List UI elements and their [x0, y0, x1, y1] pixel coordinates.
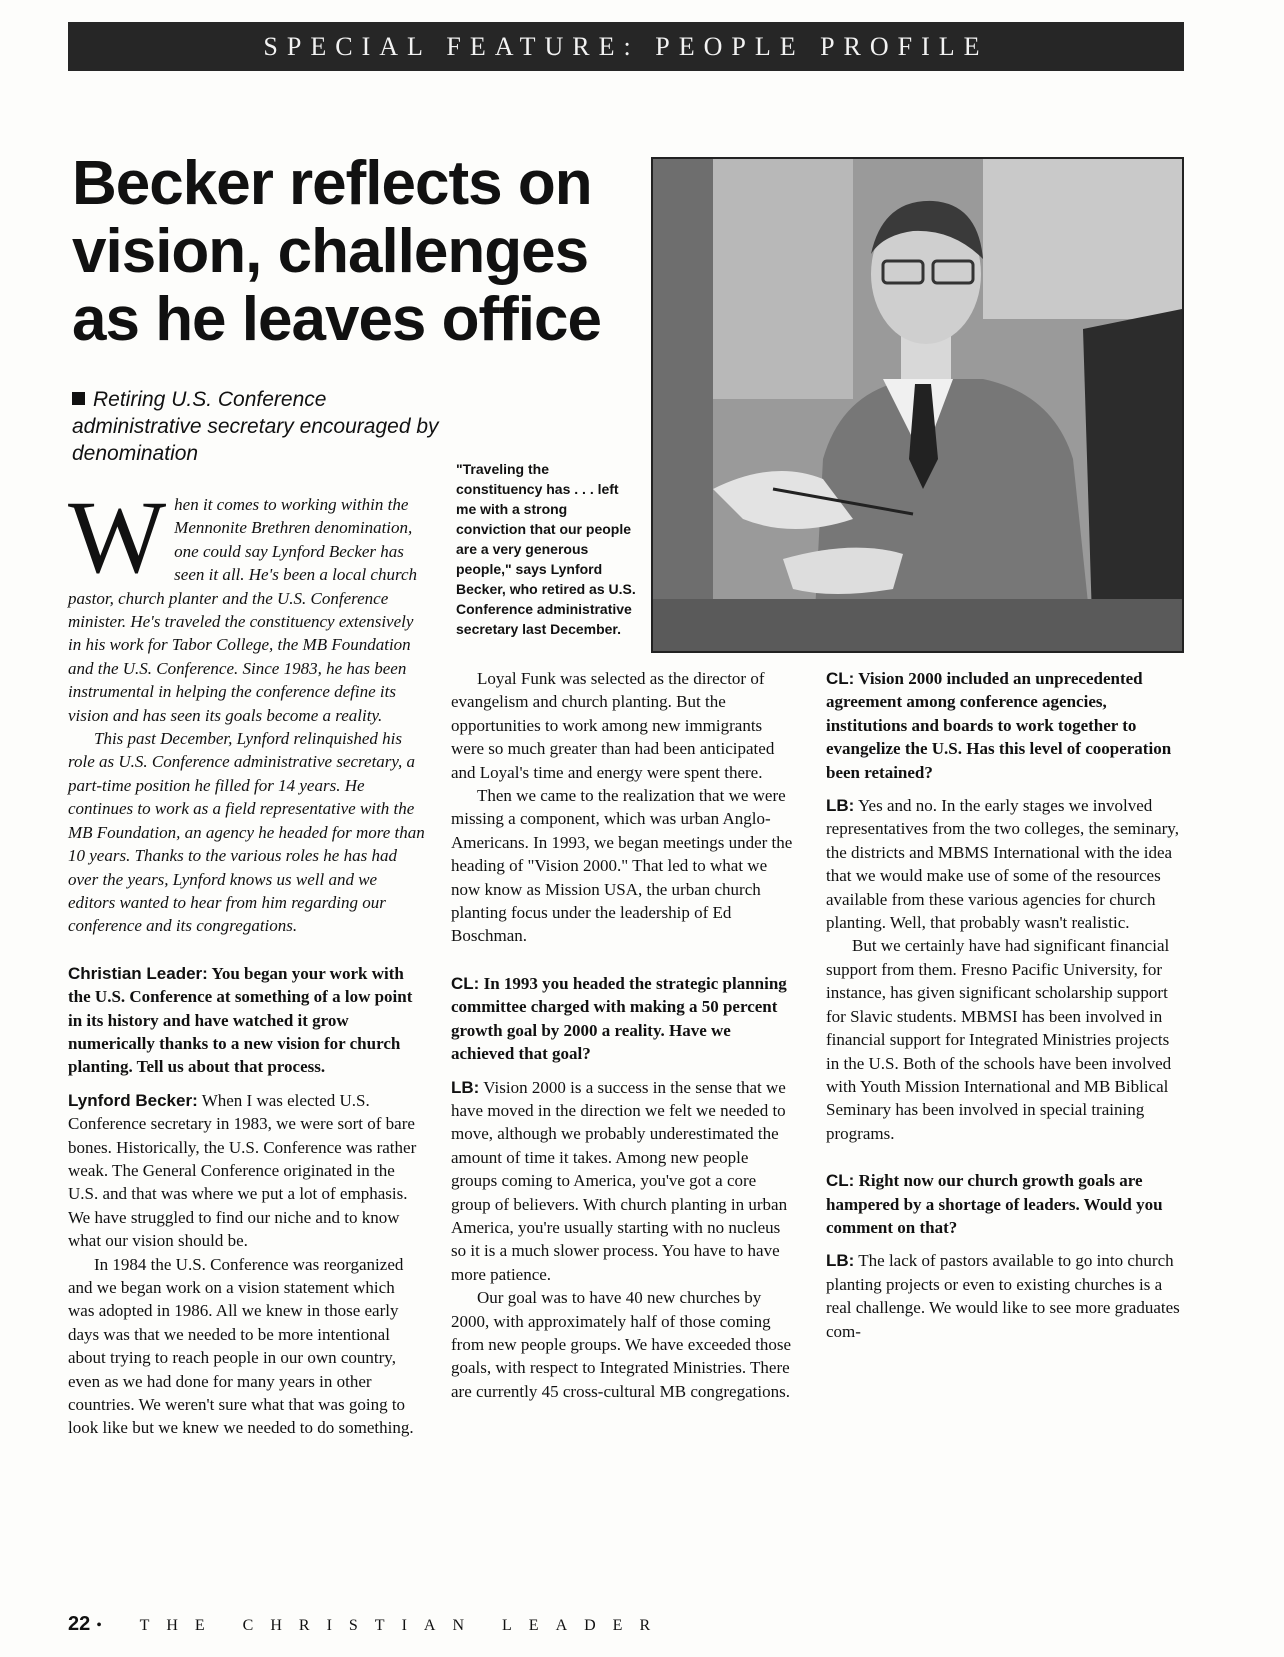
- answer-2-paragraph-2: Our goal was to have 40 new churches by 2000, with approximately half of those coming from new people groups. We have exceeded those goals, with respect to Integrated Ministries. There are currently 45 cross-cultural MB congregations.: [451, 1288, 792, 1401]
- question-4: [826, 1169, 1186, 1239]
- spacer: [451, 1066, 796, 1076]
- answer-text: Vision 2000 is a success in the sense that we have moved in the direction we felt we needed to move, although we probably underestimated the amount of time it takes. Among new people groups coming to America, you've got a core group of believers. With church planting in urban America, you're usually starting with no nucleus so it is a much slower process. You have to have more patience.: [451, 1077, 788, 1284]
- publication-name: THE CHRISTIAN LEADER: [139, 1617, 668, 1634]
- question-text: You began your work with the U.S. Conference at something of a low point in its history and have watched it grow numerically thanks to a new vision for church planting. Tell us about that process.: [68, 963, 413, 1077]
- column-1: [68, 480, 425, 1440]
- column-2: [451, 667, 796, 1403]
- intro-paragraph-2: This past December, Lynford relinquished his role as U.S. Conference administrative secretary, a part-time position he filled for 14 years. He continues to work as a field representative with the MB Foundation, an agency he headed for more than 10 years. Thanks to the various roles he has had over the years, Lynford knows us well and we editors wanted to hear from him regarding our conference and its congregations.: [68, 729, 425, 936]
- square-bullet-icon: [72, 392, 85, 405]
- page-footer: [68, 1613, 667, 1636]
- speaker-label: Lynford Becker:: [68, 1090, 198, 1110]
- speaker-label: LB:: [826, 1251, 855, 1271]
- spacer: [826, 1145, 1186, 1169]
- question-text: In 1993 you headed the strategic planning committee charged with making a 50 percent growth goal by 2000 a reality. Have we achieved that goal?: [451, 973, 787, 1064]
- speaker-label: LB:: [826, 796, 855, 816]
- question-3: [826, 667, 1186, 784]
- deck-text: Retiring U.S. Conference administrative secretary encouraged by denomination: [72, 388, 439, 465]
- spacer: [451, 948, 796, 972]
- intro-paragraph-1: hen it comes to working within the Mennonite Brethren denomination, one could say Lynford Becker has seen it all. He's been a local church pastor, church planter and the U.S. Conference minister. He's traveled the constituency extensively in his work for Tabor College, the MB Foundation and the U.S. Conference. Since 1983, he has been instrumental in helping the conference define its vision and has seen its goals become a reality.: [68, 495, 418, 725]
- spacer: [826, 1239, 1186, 1249]
- drop-cap: W: [68, 480, 167, 595]
- spacer: [68, 1079, 425, 1089]
- intro: [68, 480, 425, 938]
- question-1: [68, 962, 425, 1079]
- deck: [72, 386, 452, 467]
- photo-caption: "Traveling the constituency has . . . left me with a strong conviction that our people are a very generous people," says Lynford Becker, who retired as U.S. Conference administrative secretary last December.: [456, 461, 636, 637]
- portrait-photo: [651, 157, 1184, 653]
- speaker-label: Christian Leader:: [68, 963, 208, 983]
- headline: Becker reflects on vision, challenges as he leaves office: [72, 149, 601, 354]
- speaker-label: CL:: [826, 1171, 855, 1191]
- speaker-label: LB:: [451, 1077, 480, 1097]
- question-text: Vision 2000 included an unprecedented agreement among conference agencies, institutions and boards to work together to evangelize the U.S. Has this level of cooperation been retained?: [826, 669, 1172, 782]
- question-2: [451, 972, 796, 1066]
- section-banner: SPECIAL FEATURE: PEOPLE PROFILE: [68, 22, 1184, 71]
- answer-text: Yes and no. In the early stages we involved representatives from the two colleges, the seminary, the districts and MBMS International with the idea that we would make use of some of the resources available from these various agencies for church planting. Well, that probably wasn't realistic.: [826, 796, 1179, 933]
- answer-text: The lack of pastors available to go into church planting projects or even to existing churches is a real challenge. We would like to see more graduates com-: [826, 1251, 1180, 1341]
- answer-2: [451, 1076, 796, 1287]
- page-number: 22: [68, 1613, 91, 1635]
- answer-4: [826, 1249, 1186, 1343]
- footer-separator: •: [96, 1617, 119, 1634]
- spacer: [826, 784, 1186, 794]
- spacer: [68, 938, 425, 962]
- speaker-label: CL:: [826, 669, 855, 688]
- answer-3: [826, 794, 1186, 934]
- answer-1: [68, 1089, 425, 1253]
- answer-1-paragraph-4: Then we came to the realization that we were missing a component, which was urban Anglo-Americans. In 1993, we began meetings under the heading of "Vision 2000." That led to what we now know as Mission USA, the urban church planting focus under the leadership of Ed Boschman.: [451, 786, 793, 946]
- answer-1-paragraph-2: In 1984 the U.S. Conference was reorganized and we began work on a vision statement which was adopted in 1986. All we knew in those early days was that we needed to be more intentional about trying to reach people in our own country, even as we had done for many years in other countries. We weren't sure what that was going to look like but we knew we needed to do something.: [68, 1254, 414, 1438]
- answer-text: When I was elected U.S. Conference secretary in 1983, we were sort of bare bones. Historically, the U.S. Conference was rather weak. The General Conference originated in the U.S. and that was where we put a lot of emphasis. We have struggled to find our niche and to know what our vision should be.: [68, 1090, 417, 1251]
- answer-3-paragraph-2: But we certainly have had significant financial support from them. Fresno Pacific University, for instance, has given significant scholarship support for Slavic students. MBMSI has been involved in financial support for Integrated Ministries projects in the U.S. Both of the schools have been involved with Youth Mission International and MB Biblical Seminary has been involved in special training programs.: [826, 936, 1172, 1143]
- answer-1-paragraph-3: Loyal Funk was selected as the director of evangelism and church planting. But the opportunities to work among new immigrants were so much greater than had been anticipated and Loyal's time and energy were spent there.: [451, 669, 775, 782]
- column-3: [826, 667, 1186, 1343]
- question-text: Right now our church growth goals are hampered by a shortage of leaders. Would you comment on that?: [826, 1171, 1163, 1237]
- speaker-label: CL:: [451, 973, 480, 993]
